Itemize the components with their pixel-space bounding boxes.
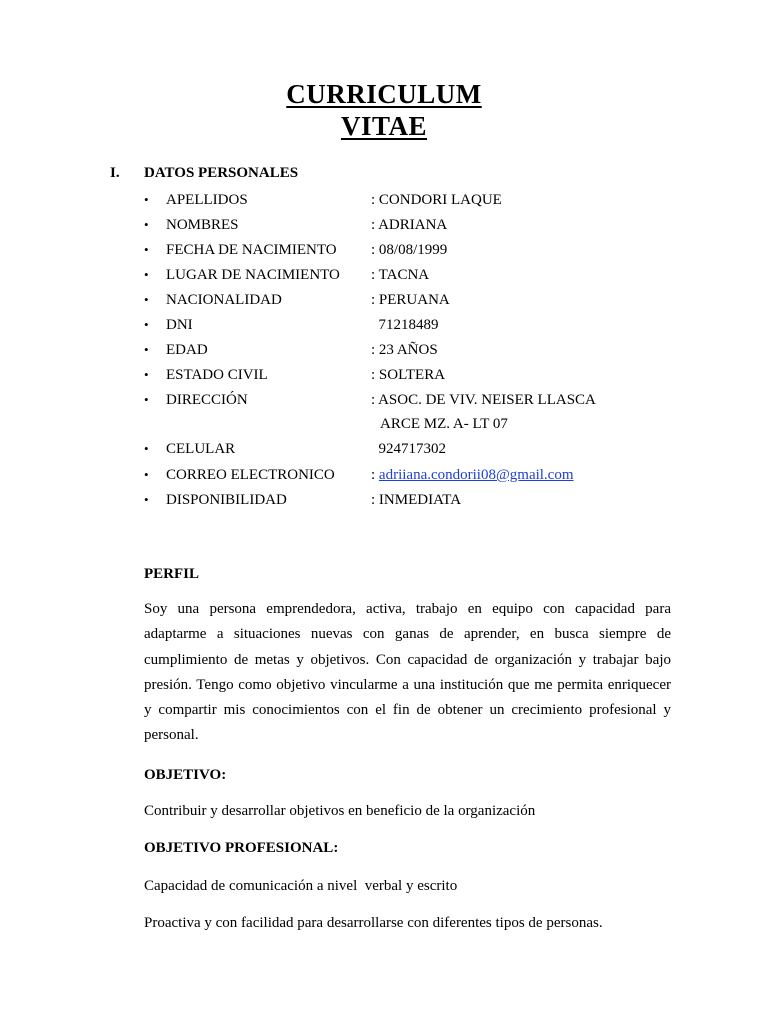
bullet-icon: • bbox=[144, 467, 149, 482]
bullet-icon: • bbox=[144, 267, 149, 282]
section-title: DATOS PERSONALES bbox=[144, 165, 299, 181]
field-label: DNI bbox=[166, 317, 193, 333]
email-prefix: : bbox=[371, 467, 379, 483]
field-label: NACIONALIDAD bbox=[166, 292, 282, 308]
bullet-icon: • bbox=[144, 317, 149, 332]
bullet-icon: • bbox=[144, 441, 149, 456]
field-label: NOMBRES bbox=[166, 217, 239, 233]
field-value: : CONDORI LAQUE bbox=[371, 192, 502, 208]
field-value: : ADRIANA bbox=[371, 217, 448, 233]
field-value: : PERUANA bbox=[371, 292, 450, 308]
perfil-heading: PERFIL bbox=[144, 566, 200, 582]
field-label: CELULAR bbox=[166, 441, 236, 457]
objetivo-heading: OBJETIVO: bbox=[144, 767, 227, 783]
objetivo-text: Contribuir y desarrollar objetivos en beneficio de la organización bbox=[144, 803, 536, 819]
field-label: FECHA DE NACIMIENTO bbox=[166, 242, 337, 258]
direccion-continuation: ARCE MZ. A- LT 07 bbox=[380, 416, 508, 432]
bullet-icon: • bbox=[144, 292, 149, 307]
page-title bbox=[0, 78, 768, 142]
title-line-2: VITAE bbox=[340, 111, 428, 141]
email-link[interactable]: adriiana.condorii08@gmail.com bbox=[378, 467, 574, 483]
field-value: : INMEDIATA bbox=[371, 492, 462, 508]
objetivo-profesional-heading: OBJETIVO PROFESIONAL: bbox=[144, 840, 339, 856]
field-value: 924717302 bbox=[371, 441, 446, 457]
field-value: : 23 AÑOS bbox=[371, 342, 438, 358]
objetivo-profesional-item: Proactiva y con facilidad para desarrollarse con diferentes tipos de personas. bbox=[144, 915, 603, 931]
bullet-icon: • bbox=[144, 342, 149, 357]
field-value: : 08/08/1999 bbox=[371, 242, 448, 258]
bullet-icon: • bbox=[144, 192, 149, 207]
bullet-icon: • bbox=[144, 217, 149, 232]
field-label: EDAD bbox=[166, 342, 208, 358]
bullet-icon: • bbox=[144, 242, 149, 257]
field-label: LUGAR DE NACIMIENTO bbox=[166, 267, 340, 283]
field-label: ESTADO CIVIL bbox=[166, 367, 268, 383]
field-label: DISPONIBILIDAD bbox=[166, 492, 287, 508]
field-value bbox=[371, 465, 574, 485]
field-label: APELLIDOS bbox=[166, 192, 248, 208]
field-value: : ASOC. DE VIV. NEISER LLASCA bbox=[371, 392, 596, 408]
bullet-icon: • bbox=[144, 492, 149, 507]
bullet-icon: • bbox=[144, 367, 149, 382]
section-number: I. bbox=[110, 165, 120, 181]
field-label: CORREO ELECTRONICO bbox=[166, 467, 335, 483]
field-label: DIRECCIÓN bbox=[166, 392, 248, 408]
field-value: : TACNA bbox=[371, 267, 430, 283]
field-value: : SOLTERA bbox=[371, 367, 446, 383]
objetivo-profesional-item: Capacidad de comunicación a nivel verbal y escrito bbox=[144, 878, 458, 894]
title-line-1: CURRICULUM bbox=[286, 79, 482, 109]
field-value: 71218489 bbox=[371, 317, 439, 333]
perfil-text: Soy una persona emprendedora, activa, trabajo en equipo con capacidad para adaptarme a situaciones nuevas con ganas de aprender, en busca siempre de cumplimiento de metas y objetivos. Con capacidad de organización y trabajar bajo presión. Tengo como objetivo vincularme a una institución que me permita enriquecer y compartir mis conocimientos con el fin de obtener un crecimiento profesional y personal. bbox=[144, 601, 671, 744]
bullet-icon: • bbox=[144, 392, 149, 407]
